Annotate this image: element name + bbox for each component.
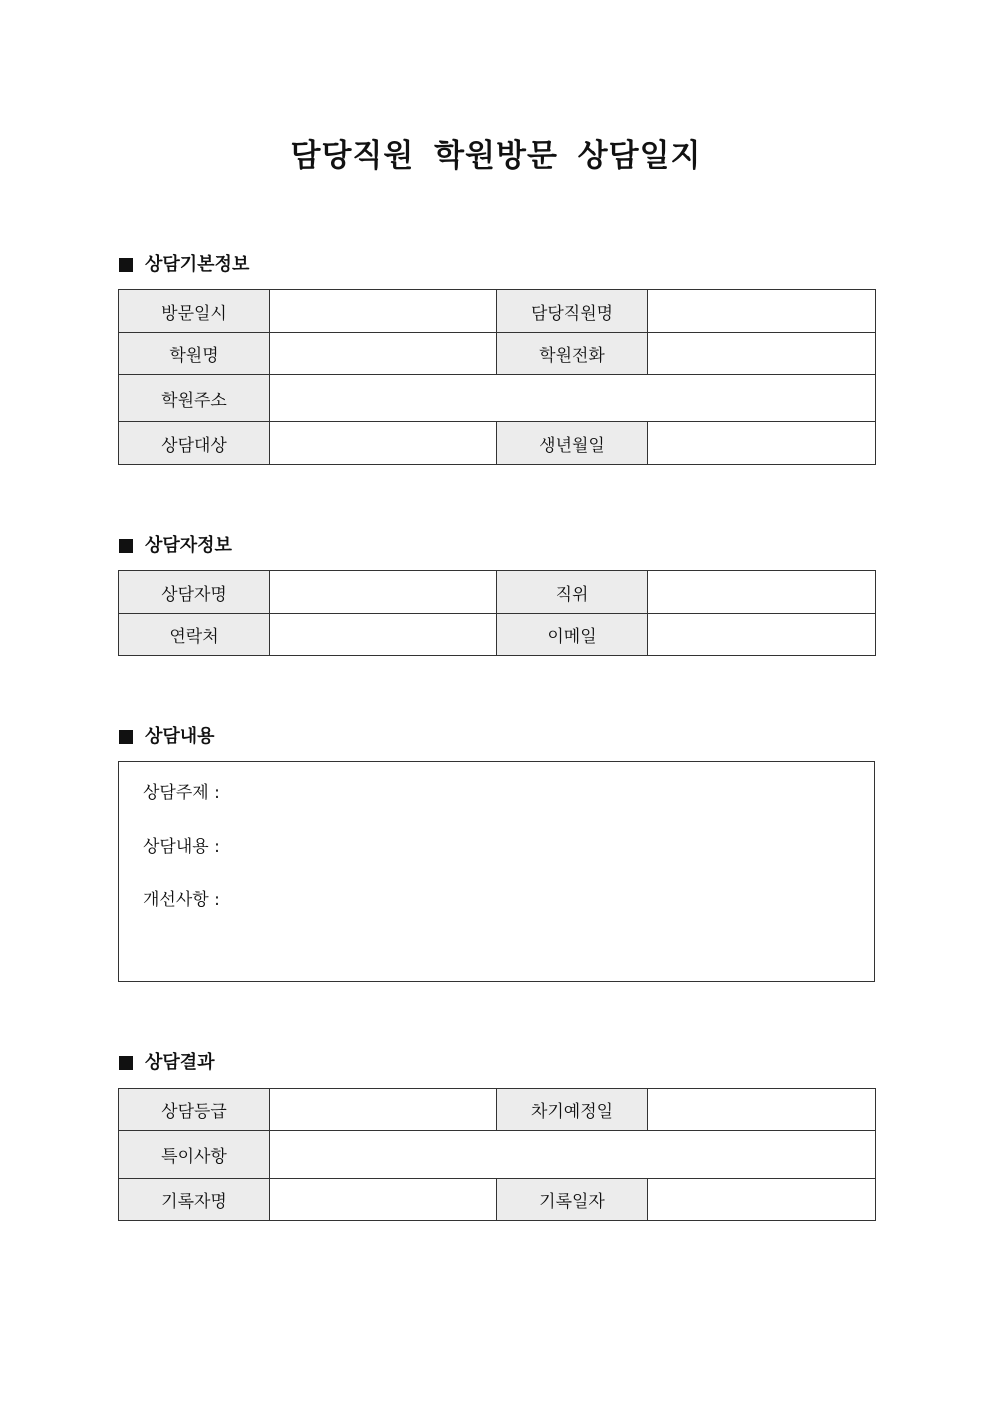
square-bullet-icon: [119, 1056, 133, 1070]
academy-phone-field[interactable]: [648, 333, 876, 375]
section-heading-label: 상담결과: [145, 1052, 215, 1073]
table-row: [119, 1131, 876, 1179]
grade-field[interactable]: [270, 1089, 497, 1131]
section-heading-basic: [119, 253, 249, 277]
improvements-line: 개선사항 :: [143, 890, 220, 910]
target-field[interactable]: [270, 422, 497, 465]
basic-info-table: [118, 289, 876, 465]
contact-field[interactable]: [270, 614, 497, 656]
section-heading-counselor: [119, 534, 232, 558]
consultation-content-box[interactable]: [118, 761, 875, 982]
table-row: [119, 1179, 876, 1221]
position-field[interactable]: [648, 571, 876, 614]
section-heading-label: 상담내용: [145, 726, 215, 747]
academy-name-label: 학원명: [119, 333, 270, 375]
page-title: 담당직원 학원방문 상담일지: [290, 138, 702, 174]
section-heading-label: 상담자정보: [145, 535, 232, 556]
remarks-field[interactable]: [270, 1131, 876, 1179]
square-bullet-icon: [119, 539, 133, 553]
record-date-label: 기록일자: [497, 1179, 648, 1221]
square-bullet-icon: [119, 258, 133, 272]
birthdate-field[interactable]: [648, 422, 876, 465]
table-row: [119, 1089, 876, 1131]
counselor-name-field[interactable]: [270, 571, 497, 614]
academy-phone-label: 학원전화: [497, 333, 648, 375]
birthdate-label: 생년월일: [497, 422, 648, 465]
grade-label: 상담등급: [119, 1089, 270, 1131]
recorder-field[interactable]: [270, 1179, 497, 1221]
next-date-label: 차기예정일: [497, 1089, 648, 1131]
square-bullet-icon: [119, 730, 133, 744]
table-row: [119, 333, 876, 375]
academy-address-label: 학원주소: [119, 375, 270, 422]
recorder-label: 기록자명: [119, 1179, 270, 1221]
section-heading-content: [119, 725, 215, 749]
details-line: 상담내용 :: [143, 837, 220, 857]
next-date-field[interactable]: [648, 1089, 876, 1131]
record-date-field[interactable]: [648, 1179, 876, 1221]
target-label: 상담대상: [119, 422, 270, 465]
visit-datetime-field[interactable]: [270, 290, 497, 333]
position-label: 직위: [497, 571, 648, 614]
counselor-info-table: [118, 570, 876, 656]
academy-address-field[interactable]: [270, 375, 876, 422]
visit-datetime-label: 방문일시: [119, 290, 270, 333]
contact-label: 연락처: [119, 614, 270, 656]
counselor-name-label: 상담자명: [119, 571, 270, 614]
table-row: [119, 571, 876, 614]
table-row: [119, 614, 876, 656]
result-table: [118, 1088, 876, 1221]
topic-line: 상담주제 :: [143, 783, 220, 803]
section-heading-result: [119, 1051, 215, 1075]
staff-name-label: 담당직원명: [497, 290, 648, 333]
email-field[interactable]: [648, 614, 876, 656]
academy-name-field[interactable]: [270, 333, 497, 375]
table-row: [119, 375, 876, 422]
table-row: [119, 422, 876, 465]
section-heading-label: 상담기본정보: [145, 254, 250, 275]
email-label: 이메일: [497, 614, 648, 656]
staff-name-field[interactable]: [648, 290, 876, 333]
remarks-label: 특이사항: [119, 1131, 270, 1179]
table-row: [119, 290, 876, 333]
